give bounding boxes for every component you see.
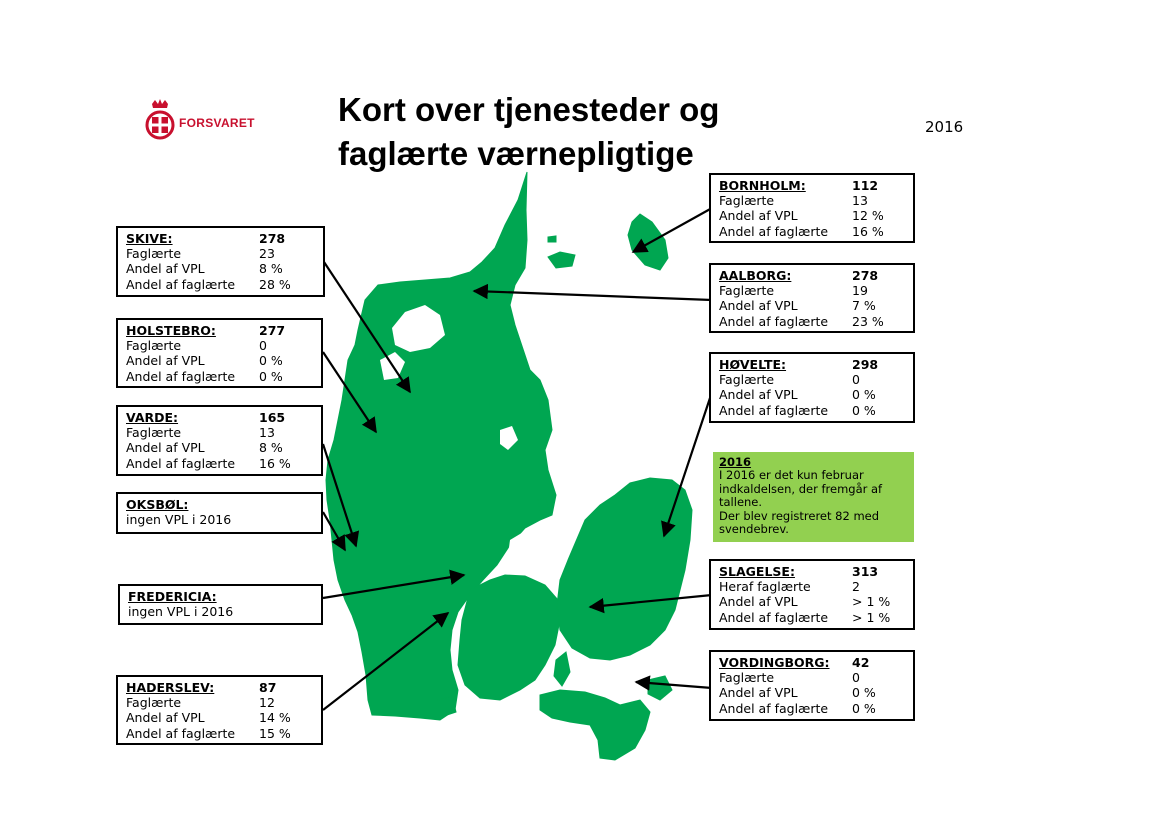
arrow-vordingborg [636, 682, 712, 688]
vpl-share-label: Andel af VPL [719, 298, 798, 314]
faglaerte-share-label: Andel af faglærte [126, 276, 236, 292]
laeso-island [548, 252, 575, 268]
faglaerte-share-value: 23 % [852, 313, 884, 329]
zealand-region [557, 478, 692, 660]
info-box-aalborg [709, 263, 915, 333]
vpl-share-value: 12 % [852, 208, 884, 224]
vpl-share-label: Andel af VPL [719, 208, 798, 224]
faglaerte-share-label: Andel af faglærte [719, 609, 829, 625]
bornholm-island [628, 214, 668, 270]
location-total: 42 [852, 655, 870, 670]
title-line-1: Kort over tjenesteder og [338, 91, 720, 128]
year-label: 2016 [925, 118, 964, 136]
vpl-share-label: Andel af VPL [719, 387, 798, 403]
note-line: Der blev registreret 82 med [719, 508, 880, 523]
faglaerte-label: Faglærte [126, 695, 182, 711]
location-name: FREDERICIA: [128, 589, 217, 604]
vpl-share-value: 8 % [259, 261, 283, 277]
faglaerte-label: Faglærte [126, 338, 182, 354]
info-box-bornholm [709, 173, 915, 243]
faglaerte-label: Faglærte [126, 425, 182, 441]
info-box-skive [116, 226, 325, 297]
info-box-fredericia [118, 584, 323, 625]
faglaerte-share-label: Andel af faglærte [126, 725, 236, 741]
note-line: indkaldelsen, der fremgår af [719, 481, 883, 496]
vpl-share-value: 0 % [259, 353, 283, 369]
forsvaret-logo [143, 98, 263, 142]
faglaerte-label: Faglærte [719, 372, 775, 388]
vpl-share-label: Andel af VPL [126, 261, 205, 277]
faglaerte-value: 0 [259, 338, 267, 354]
location-name: BORNHOLM: [719, 178, 806, 193]
vpl-share-label: Andel af VPL [126, 710, 205, 726]
note-line: tallene. [719, 495, 763, 510]
page-title [338, 88, 818, 176]
location-name: HADERSLEV: [126, 680, 215, 695]
info-box-oksbol [116, 492, 323, 534]
vpl-share-value: 7 % [852, 298, 876, 314]
title-line-2: faglærte værnepligtige [338, 135, 694, 172]
location-name: HOLSTEBRO: [126, 323, 216, 338]
location-note: ingen VPL i 2016 [128, 604, 234, 620]
faglaerte-share-value: > 1 % [852, 609, 891, 625]
faglaerte-share-label: Andel af faglærte [126, 455, 236, 471]
faglaerte-value: 13 [259, 425, 275, 441]
info-box-vordingborg [709, 650, 915, 721]
faglaerte-label: Faglærte [719, 283, 775, 299]
faglaerte-value: 19 [852, 283, 868, 299]
location-name: OKSBØL: [126, 497, 189, 512]
vpl-share-value: 0 % [852, 387, 876, 403]
location-name: SLAGELSE: [719, 564, 795, 579]
vpl-share-value: 0 % [852, 685, 876, 701]
location-total: 278 [259, 231, 286, 246]
faglaerte-value: 13 [852, 193, 868, 209]
faglaerte-value: 0 [852, 372, 860, 388]
location-name: VORDINGBORG: [719, 655, 830, 670]
vpl-share-label: Andel af VPL [126, 440, 205, 456]
location-name: AALBORG: [719, 268, 792, 283]
faglaerte-label: Faglærte [719, 193, 775, 209]
vpl-share-label: Andel af VPL [719, 685, 798, 701]
faglaerte-label: Faglærte [719, 670, 775, 686]
faglaerte-share-value: 0 % [852, 700, 876, 716]
faglaerte-value: 2 [852, 579, 860, 595]
crown-shield-icon [143, 98, 177, 142]
faglaerte-share-label: Andel af faglærte [719, 700, 829, 716]
funen-region [458, 575, 560, 700]
note-line: svendebrev. [719, 522, 789, 537]
location-total: 112 [852, 178, 879, 193]
logo-text: FORSVARET [179, 116, 255, 130]
location-total: 278 [852, 268, 879, 283]
faglaerte-label: Faglærte [126, 246, 182, 262]
vpl-share-value: 14 % [259, 710, 291, 726]
faglaerte-share-label: Andel af faglærte [719, 223, 829, 239]
faglaerte-share-value: 28 % [259, 276, 291, 292]
faglaerte-share-label: Andel af faglærte [719, 313, 829, 329]
faglaerte-value: 23 [259, 246, 275, 262]
faglaerte-share-value: 15 % [259, 725, 291, 741]
location-total: 298 [852, 357, 879, 372]
location-name: SKIVE: [126, 231, 173, 246]
vpl-share-label: Andel af VPL [719, 594, 798, 610]
info-box-varde [116, 405, 323, 476]
location-name: VARDE: [126, 410, 179, 425]
faglaerte-share-value: 16 % [852, 223, 884, 239]
note-heading: 2016 [719, 455, 752, 469]
vpl-share-value: 8 % [259, 440, 283, 456]
note-line: I 2016 er det kun februar [719, 468, 864, 483]
lolland-falster-region [540, 690, 650, 760]
vpl-share-label: Andel af VPL [126, 353, 205, 369]
location-total: 313 [852, 564, 879, 579]
location-total: 277 [259, 323, 286, 338]
info-box-haderslev [116, 675, 323, 745]
location-total: 87 [259, 680, 277, 695]
info-box-slagelse [709, 559, 915, 630]
note-box [713, 452, 914, 542]
faglaerte-share-label: Andel af faglærte [126, 368, 236, 384]
faglaerte-share-label: Andel af faglærte [719, 402, 829, 418]
faglaerte-share-value: 16 % [259, 455, 291, 471]
faglaerte-label: Heraf faglærte [719, 579, 811, 595]
vpl-share-value: > 1 % [852, 594, 891, 610]
faglaerte-value: 0 [852, 670, 860, 686]
faglaerte-share-value: 0 % [259, 368, 283, 384]
location-note: ingen VPL i 2016 [126, 512, 232, 528]
info-box-hovelte [709, 352, 915, 423]
faglaerte-share-value: 0 % [852, 402, 876, 418]
location-total: 165 [259, 410, 286, 425]
info-box-holstebro [116, 318, 323, 388]
location-name: HØVELTE: [719, 357, 787, 372]
faglaerte-value: 12 [259, 695, 275, 711]
